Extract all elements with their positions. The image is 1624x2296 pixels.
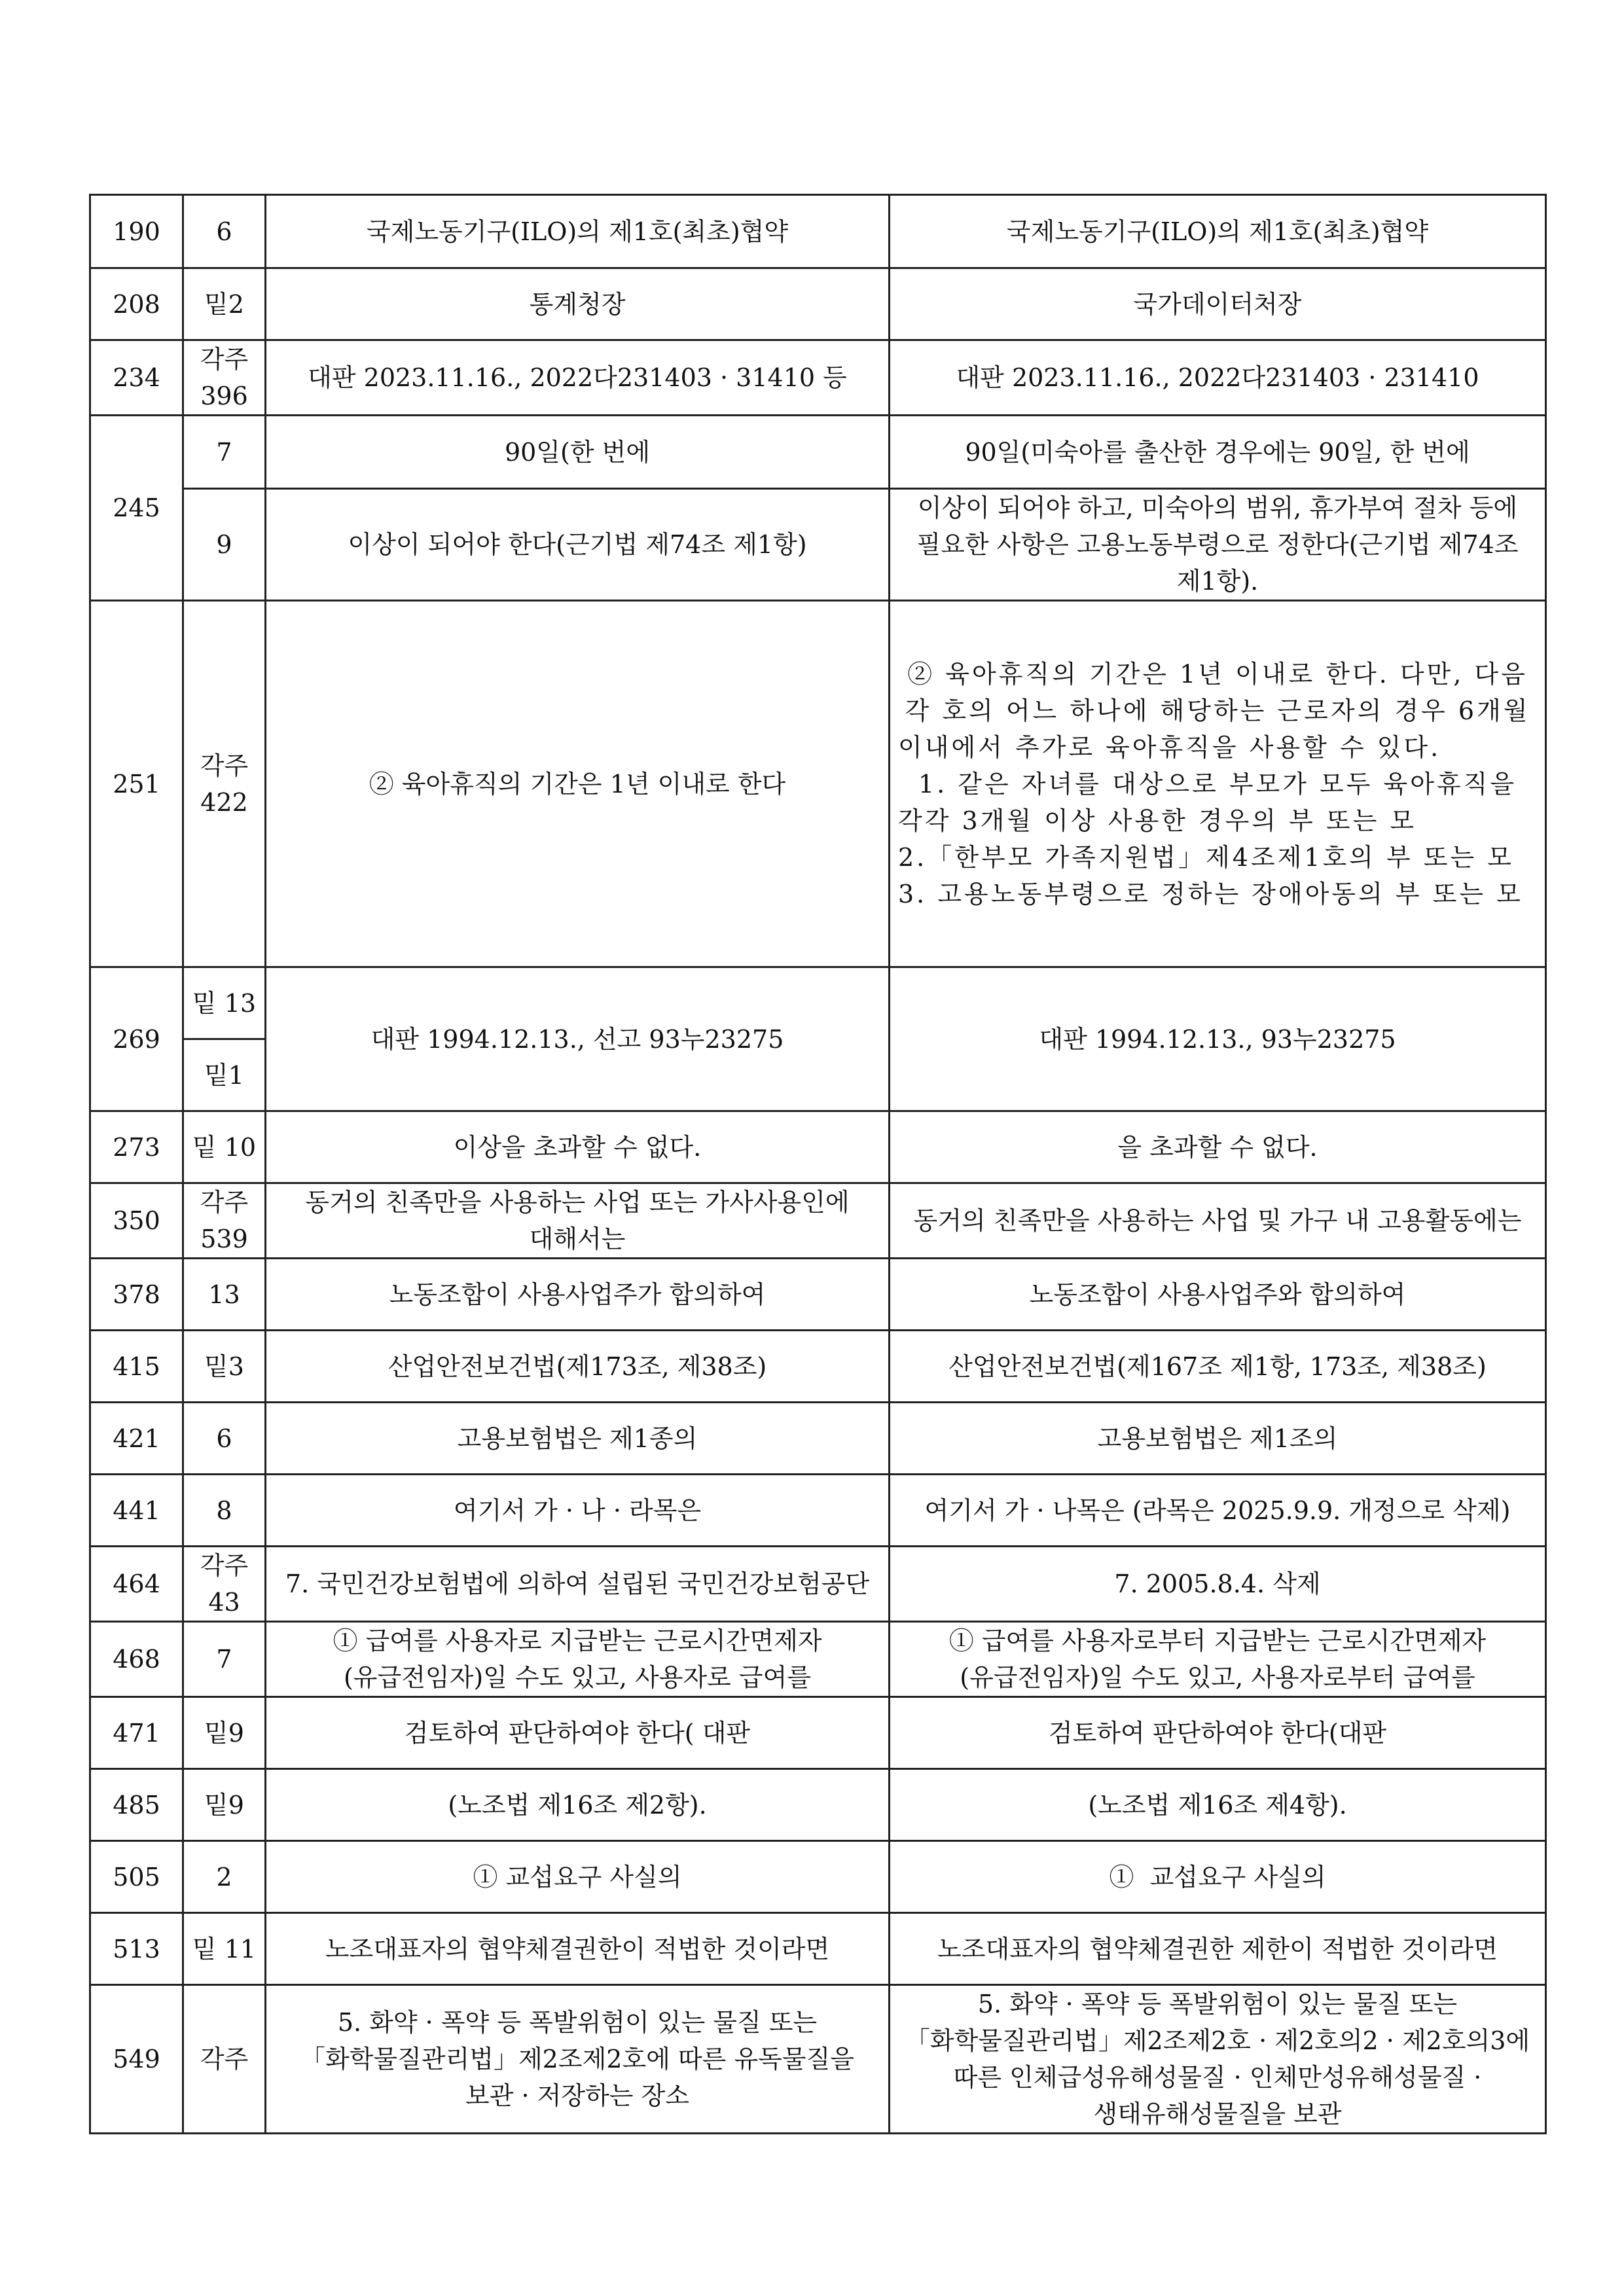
corrected-text: (노조법 제16조 제4항). [890, 1769, 1546, 1841]
original-text: ① 급여를 사용자로 지급받는 근로시간면제자(유급전임자)일 수도 있고, 사용자로 급여를 [266, 1622, 890, 1697]
original-text: 고용보험법은 제1종의 [266, 1403, 890, 1475]
original-text: ① 교섭요구 사실의 [266, 1841, 890, 1913]
list-item: 2.「한부모 가족지원법」제4조제1호의 부 또는 모 [898, 842, 1514, 872]
original-text: 대판 1994.12.13., 선고 93누23275 [266, 967, 890, 1111]
page-number: 485 [90, 1769, 183, 1841]
line-number: 각주 [183, 1985, 266, 2134]
table-row [90, 1841, 1546, 1913]
page-number: 251 [90, 601, 183, 967]
page-number: 378 [90, 1259, 183, 1331]
page-number: 505 [90, 1841, 183, 1913]
page-number: 234 [90, 340, 183, 416]
original-text: 5. 화약 · 폭약 등 폭발위험이 있는 물질 또는「화학물질관리법」제2조제2호에 따른 유독물질을 보관 · 저장하는 장소 [266, 1985, 890, 2134]
page-number: 464 [90, 1547, 183, 1622]
original-text: 검토하여 판단하여야 한다( 대판 [266, 1697, 890, 1769]
line-number: 밑 10 [183, 1111, 266, 1183]
page-number: 468 [90, 1622, 183, 1697]
table-row [90, 1259, 1546, 1331]
table-row [90, 195, 1546, 268]
corrected-text: 고용보험법은 제1조의 [890, 1403, 1546, 1475]
original-text: 통계청장 [266, 268, 890, 340]
list-item: 3. 고용노동부령으로 정하는 장애아동의 부 또는 모 [898, 879, 1523, 908]
table-row [90, 268, 1546, 340]
original-text: 동거의 친족만을 사용하는 사업 또는 가사사용인에 대해서는 [266, 1183, 890, 1259]
original-text: 노조대표자의 협약체결권한이 적법한 것이라면 [266, 1913, 890, 1985]
page-number: 513 [90, 1913, 183, 1985]
table-row [90, 489, 1546, 601]
line-number: 각주 539 [183, 1183, 266, 1259]
line-number: 8 [183, 1475, 266, 1547]
line-number: 밑 13 [183, 967, 266, 1039]
table-row [90, 340, 1546, 416]
page-number: 190 [90, 195, 183, 268]
original-text: 이상이 되어야 한다(근기법 제74조 제1항) [266, 489, 890, 601]
corrected-text: 산업안전보건법(제167조 제1항, 173조, 제38조) [890, 1331, 1546, 1403]
corrected-text: 5. 화약 · 폭약 등 폭발위험이 있는 물질 또는「화학물질관리법」제2조제2호 · 제2호의2 · 제2호의3에 따른 인체급성유해성물질 · 인체만성유해성물질 · 생태유해성물질을 보관 [890, 1985, 1546, 2134]
page-number: 421 [90, 1403, 183, 1475]
table-row [90, 1913, 1546, 1985]
table-row [90, 1403, 1546, 1475]
table-row [90, 1547, 1546, 1622]
line-number: 2 [183, 1841, 266, 1913]
line-number: 6 [183, 1403, 266, 1475]
page-number: 441 [90, 1475, 183, 1547]
page-number: 549 [90, 1985, 183, 2134]
line-number: 6 [183, 195, 266, 268]
errata-table [89, 194, 1547, 2134]
corrected-paragraph: ② 육아휴직의 기간은 1년 이내로 한다. 다만, 다음 각 호의 어느 하나에 해당하는 근로자의 경우 6개월 이내에서 추가로 육아휴직을 사용할 수 있다. [898, 659, 1530, 762]
line-number: 밑 11 [183, 1913, 266, 1985]
corrected-text: 대판 2023.11.16., 2022다231403 · 231410 [890, 340, 1546, 416]
corrected-text: 90일(미숙아를 출산한 경우에는 90일, 한 번에 [890, 416, 1546, 489]
corrected-text: 여기서 가 · 나목은 (라목은 2025.9.9. 개정으로 삭제) [890, 1475, 1546, 1547]
original-text: 7. 국민건강보험법에 의하여 설립된 국민건강보험공단 [266, 1547, 890, 1622]
line-number: 밑9 [183, 1697, 266, 1769]
table-row [90, 601, 1546, 967]
line-number: 각주 396 [183, 340, 266, 416]
line-number: 각주 43 [183, 1547, 266, 1622]
original-text: 대판 2023.11.16., 2022다231403 · 31410 등 [266, 340, 890, 416]
original-text: (노조법 제16조 제2항). [266, 1769, 890, 1841]
line-number: 밑1 [183, 1039, 266, 1111]
table-row [90, 1111, 1546, 1183]
original-text: 여기서 가 · 나 · 라목은 [266, 1475, 890, 1547]
page-number: 415 [90, 1331, 183, 1403]
corrected-text: 이상이 되어야 하고, 미숙아의 범위, 휴가부여 절차 등에 필요한 사항은 고용노동부령으로 정한다(근기법 제74조 제1항). [890, 489, 1546, 601]
corrected-text: 노조대표자의 협약체결권한 제한이 적법한 것이라면 [890, 1913, 1546, 1985]
page-number: 245 [90, 416, 183, 601]
original-text: 산업안전보건법(제173조, 제38조) [266, 1331, 890, 1403]
table-row [90, 1475, 1546, 1547]
corrected-text: 7. 2005.8.4. 삭제 [890, 1547, 1546, 1622]
line-number: 밑3 [183, 1331, 266, 1403]
table-row [90, 1697, 1546, 1769]
list-item: 1. 같은 자녀를 대상으로 부모가 모두 육아휴직을 각각 3개월 이상 사용한 경우의 부 또는 모 [898, 769, 1517, 835]
line-number: 13 [183, 1259, 266, 1331]
corrected-text: ① 교섭요구 사실의 [890, 1841, 1546, 1913]
line-number: 7 [183, 416, 266, 489]
corrected-text [890, 601, 1546, 967]
corrected-text: 노동조합이 사용사업주와 합의하여 [890, 1259, 1546, 1331]
original-text: 이상을 초과할 수 없다. [266, 1111, 890, 1183]
line-number: 밑9 [183, 1769, 266, 1841]
table-row [90, 967, 1546, 1039]
table-row [90, 1769, 1546, 1841]
corrected-text: 검토하여 판단하여야 한다(대판 [890, 1697, 1546, 1769]
page-number: 208 [90, 268, 183, 340]
table-row [90, 1985, 1546, 2134]
table-row [90, 1622, 1546, 1697]
corrected-text: 국가데이터처장 [890, 268, 1546, 340]
corrected-text: 대판 1994.12.13., 93누23275 [890, 967, 1546, 1111]
table-row [90, 416, 1546, 489]
original-text: 노동조합이 사용사업주가 합의하여 [266, 1259, 890, 1331]
corrected-text: 을 초과할 수 없다. [890, 1111, 1546, 1183]
table-row [90, 1183, 1546, 1259]
line-number: 각주 422 [183, 601, 266, 967]
page-number: 273 [90, 1111, 183, 1183]
corrected-text: 동거의 친족만을 사용하는 사업 및 가구 내 고용활동에는 [890, 1183, 1546, 1259]
page-number: 350 [90, 1183, 183, 1259]
original-text: 90일(한 번에 [266, 416, 890, 489]
line-number: 9 [183, 489, 266, 601]
corrected-text: ① 급여를 사용자로부터 지급받는 근로시간면제자(유급전임자)일 수도 있고, 사용자로부터 급여를 [890, 1622, 1546, 1697]
line-number: 7 [183, 1622, 266, 1697]
line-number: 밑2 [183, 268, 266, 340]
original-text: 국제노동기구(ILO)의 제1호(최초)협약 [266, 195, 890, 268]
page-number: 269 [90, 967, 183, 1111]
corrected-text: 국제노동기구(ILO)의 제1호(최초)협약 [890, 195, 1546, 268]
page-number: 471 [90, 1697, 183, 1769]
original-text: ② 육아휴직의 기간은 1년 이내로 한다 [266, 601, 890, 967]
table-row [90, 1331, 1546, 1403]
